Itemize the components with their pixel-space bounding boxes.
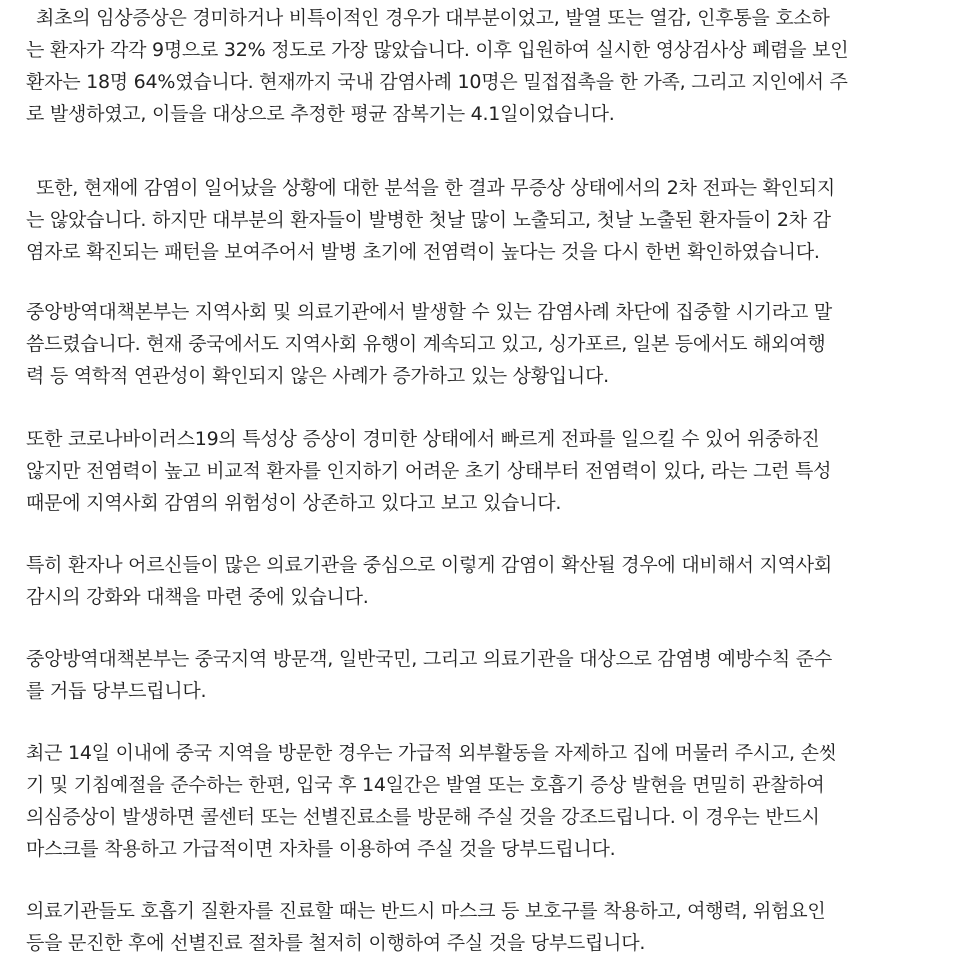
paragraph-prevention-request [26, 643, 832, 707]
text-line: 또한 코로나바이러스19의 특성상 증상이 경미한 상태에서 빠르게 전파를 일으킬 수 있어 위중하진 [26, 428, 820, 450]
text-line: 중앙방역대책본부는 중국지역 방문객, 일반국민, 그리고 의료기관을 대상으로 감염병 예방수칙 준수 [26, 648, 832, 670]
text-line: 감시의 강화와 대책을 마련 중에 있습니다. [26, 586, 369, 608]
text-line: 마스크를 착용하고 가급적이면 자차를 이용하여 주실 것을 당부드립니다. [26, 838, 616, 860]
paragraph-community-blocking [26, 296, 832, 392]
text-line: 를 거듭 당부드립니다. [26, 680, 207, 702]
text-line: 때문에 지역사회 감염의 위험성이 상존하고 있다고 보고 있습니다. [26, 492, 562, 514]
text-line: 의료기관들도 호흡기 질환자를 진료할 때는 반드시 마스크 등 보호구를 착용하고, 여행력, 위험요인 [26, 900, 826, 922]
text-line: 기 및 기침예절을 준수하는 한편, 입국 후 14일간은 발열 또는 호흡기 증상 발현을 면밀히 관찰하여 [26, 774, 825, 796]
text-line: 염자로 확진되는 패턴을 보여주어서 발병 초기에 전염력이 높다는 것을 다시 한번 확인하였습니다. [26, 241, 820, 263]
text-line: 중앙방역대책본부는 지역사회 및 의료기관에서 발생할 수 있는 감염사례 차단에 집중할 시기라고 말 [26, 301, 832, 323]
text-line: 최근 14일 이내에 중국 지역을 방문한 경우는 가급적 외부활동을 자제하고 집에 머물러 주시고, 손씻 [26, 742, 837, 764]
paragraph-medical-institutions [26, 549, 832, 613]
text-line: 않지만 전염력이 높고 비교적 환자를 인지하기 어려운 초기 상태부터 전염력이 있다, 라는 그런 특성 [26, 460, 832, 482]
text-line: 특히 환자나 어르신들이 많은 의료기관을 중심으로 이렇게 감염이 확산될 경우에 대비해서 지역사회 [26, 554, 832, 576]
text-line: 등을 문진한 후에 선별진료 절차를 철저히 이행하여 주실 것을 당부드립니다. [26, 932, 646, 954]
text-line: 는 않았습니다. 하지만 대부분의 환자들이 발병한 첫날 많이 노출되고, 첫날 노출된 환자들이 2차 감 [26, 209, 831, 231]
text-line: 의심증상이 발생하면 콜센터 또는 선별진료소를 방문해 주실 것을 강조드립니다. 이 경우는 반드시 [26, 806, 820, 828]
text-line: 환자는 18명 64%였습니다. 현재까지 국내 감염사례 10명은 밀접접촉을 한 가족, 그리고 지인에서 주 [26, 71, 848, 93]
text-line: 로 발생하였고, 이들을 대상으로 추정한 평균 잠복기는 4.1일이었습니다. [26, 103, 615, 125]
paragraph-symptoms [26, 2, 848, 130]
text-line: 또한, 현재에 감염이 일어났을 상황에 대한 분석을 한 결과 무증상 상태에서의 2차 전파는 확인되지 [36, 177, 835, 199]
paragraph-clinic-guidance [26, 895, 825, 959]
paragraph-travelers-guidance [26, 737, 837, 865]
text-line: 최초의 임상증상은 경미하거나 비특이적인 경우가 대부분이었고, 발열 또는 열감, 인후통을 호소하 [36, 7, 830, 29]
text-line: 씀드렸습니다. 현재 중국에서도 지역사회 유행이 계속되고 있고, 싱가포르, 일본 등에서도 해외여행 [26, 333, 826, 355]
paragraph-virus-characteristics [26, 423, 831, 519]
text-line: 력 등 역학적 연관성이 확인되지 않은 사례가 증가하고 있는 상황입니다. [26, 365, 609, 387]
paragraph-transmission-analysis [26, 172, 835, 268]
text-line: 는 환자가 각각 9명으로 32% 정도로 가장 많았습니다. 이후 입원하여 실시한 영상검사상 폐렴을 보인 [26, 39, 849, 61]
